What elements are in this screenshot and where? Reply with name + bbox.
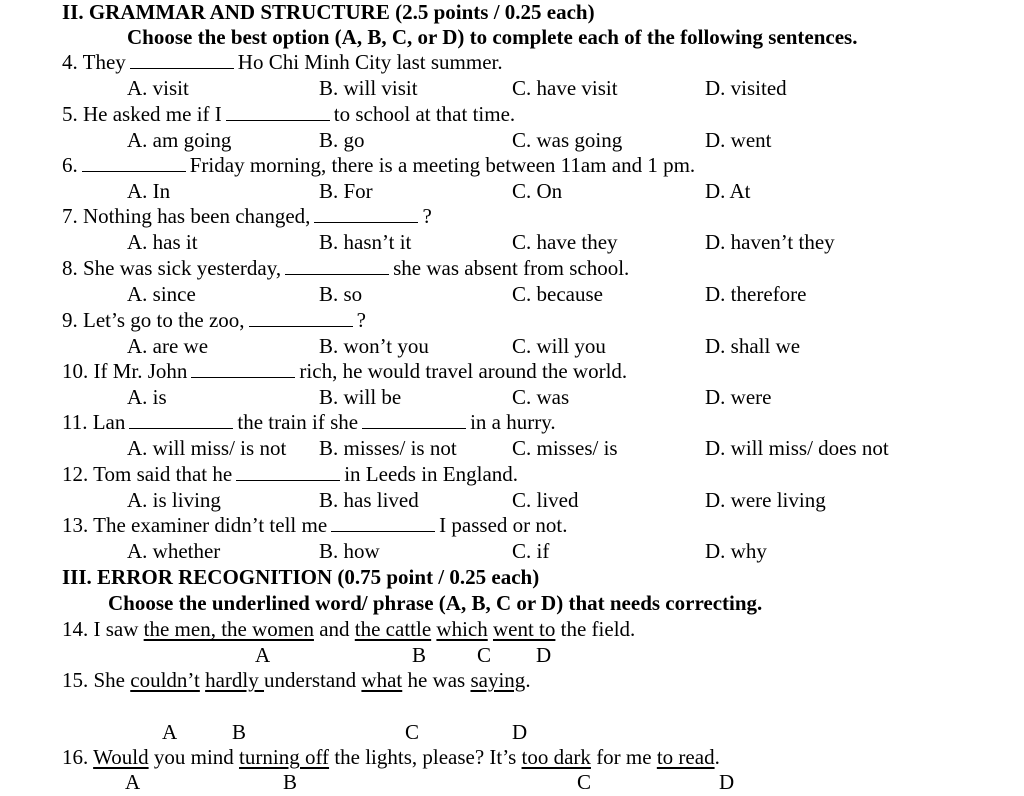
label-a: A xyxy=(125,770,141,794)
option-c[interactable]: C. will you xyxy=(512,334,606,358)
question-6: 6. Friday morning, there is a meeting between 11am and 1 pm. xyxy=(62,153,696,177)
option-d[interactable]: D. haven’t they xyxy=(705,230,835,254)
label-b: B xyxy=(412,643,427,667)
question-8: 8. She was sick yesterday, she was absent from school. xyxy=(62,256,630,280)
option-d[interactable]: D. visited xyxy=(705,76,787,100)
option-d[interactable]: D. were xyxy=(705,385,772,409)
answer-blank[interactable] xyxy=(236,464,340,481)
question-12: 12. Tom said that he in Leeds in England. xyxy=(62,462,519,486)
underlined-a[interactable]: Would xyxy=(93,745,149,769)
option-a[interactable]: A. is xyxy=(127,385,167,409)
underlined-a[interactable]: couldn’t xyxy=(130,668,200,692)
option-c[interactable]: C. if xyxy=(512,539,550,563)
underlined-b[interactable]: the cattle xyxy=(354,617,432,641)
option-d[interactable]: D. will miss/ does not xyxy=(705,436,889,460)
section3-instruction: Choose the underlined word/ phrase (A, B, C or D) that needs correcting. xyxy=(108,591,763,615)
underlined-b[interactable]: hardly xyxy=(205,668,265,692)
option-a[interactable]: A. since xyxy=(127,282,196,306)
label-d: D xyxy=(512,720,528,744)
option-d[interactable]: D. were living xyxy=(705,488,826,512)
option-b[interactable]: B. has lived xyxy=(319,488,419,512)
option-a[interactable]: A. will miss/ is not xyxy=(127,436,287,460)
option-c[interactable]: C. lived xyxy=(512,488,579,512)
option-c[interactable]: C. have they xyxy=(512,230,618,254)
underlined-c[interactable]: which xyxy=(436,617,488,641)
question-5: 5. He asked me if I to school at that time. xyxy=(62,102,516,126)
question-4: 4. They Ho Chi Minh City last summer. xyxy=(62,50,503,74)
option-b[interactable]: B. so xyxy=(319,282,363,306)
answer-blank[interactable] xyxy=(314,206,418,223)
option-c[interactable]: C. On xyxy=(512,179,563,203)
option-d[interactable]: D. therefore xyxy=(705,282,807,306)
underlined-d[interactable]: to read xyxy=(656,745,715,769)
option-a[interactable]: A. whether xyxy=(127,539,221,563)
underlined-d[interactable]: went to xyxy=(492,617,556,641)
underlined-c[interactable]: too dark xyxy=(521,745,591,769)
label-d: D xyxy=(536,643,552,667)
underlined-c[interactable]: what xyxy=(361,668,403,692)
option-d[interactable]: D. At xyxy=(705,179,751,203)
label-c: C xyxy=(405,720,420,744)
question-14: 14. I saw the men, the women and the cattle which went to the field. xyxy=(62,617,636,641)
question-15: 15. She couldn’t hardly understand what he was saying. xyxy=(62,668,531,692)
question-16: 16. Would you mind turning off the lights, please? It’s too dark for me to read. xyxy=(62,745,720,769)
underlined-b[interactable]: turning off xyxy=(239,745,330,769)
option-c[interactable]: C. was going xyxy=(512,128,623,152)
answer-blank[interactable] xyxy=(285,258,389,275)
option-b[interactable]: B. how xyxy=(319,539,380,563)
label-c: C xyxy=(577,770,592,794)
answer-blank[interactable] xyxy=(249,310,353,327)
question-13: 13. The examiner didn’t tell me I passed or not. xyxy=(62,513,568,537)
answer-blank[interactable] xyxy=(82,155,186,172)
underlined-d[interactable]: saying xyxy=(470,668,526,692)
section3-heading: III. ERROR RECOGNITION (0.75 point / 0.25 each) xyxy=(62,565,540,589)
option-b[interactable]: B. won’t you xyxy=(319,334,429,358)
answer-blank[interactable] xyxy=(331,515,435,532)
option-a[interactable]: A. has it xyxy=(127,230,198,254)
option-b[interactable]: B. hasn’t it xyxy=(319,230,412,254)
answer-blank[interactable] xyxy=(191,361,295,378)
question-9: 9. Let’s go to the zoo, ? xyxy=(62,308,366,332)
underlined-a[interactable]: the men, the women xyxy=(143,617,314,641)
label-c: C xyxy=(477,643,492,667)
answer-blank[interactable] xyxy=(129,412,233,429)
label-a: A xyxy=(162,720,178,744)
option-d[interactable]: D. why xyxy=(705,539,767,563)
option-a[interactable]: A. visit xyxy=(127,76,189,100)
option-b[interactable]: B. will be xyxy=(319,385,402,409)
section2-heading: II. GRAMMAR AND STRUCTURE (2.5 points / 0.25 each) xyxy=(62,0,595,24)
section2-instruction: Choose the best option (A, B, C, or D) to complete each of the following sentences. xyxy=(127,25,858,49)
answer-blank[interactable] xyxy=(130,52,234,69)
label-d: D xyxy=(719,770,735,794)
label-b: B xyxy=(232,720,247,744)
answer-blank[interactable] xyxy=(226,104,330,121)
option-c[interactable]: C. misses/ is xyxy=(512,436,618,460)
question-7: 7. Nothing has been changed, ? xyxy=(62,204,432,228)
option-c[interactable]: C. was xyxy=(512,385,570,409)
option-c[interactable]: C. because xyxy=(512,282,603,306)
label-a: A xyxy=(255,643,271,667)
option-d[interactable]: D. shall we xyxy=(705,334,801,358)
option-c[interactable]: C. have visit xyxy=(512,76,618,100)
option-b[interactable]: B. go xyxy=(319,128,365,152)
option-a[interactable]: A. are we xyxy=(127,334,209,358)
option-b[interactable]: B. will visit xyxy=(319,76,418,100)
option-b[interactable]: B. For xyxy=(319,179,373,203)
option-d[interactable]: D. went xyxy=(705,128,772,152)
question-11: 11. Lan the train if she in a hurry. xyxy=(62,410,556,434)
label-b: B xyxy=(283,770,298,794)
option-b[interactable]: B. misses/ is not xyxy=(319,436,457,460)
answer-blank[interactable] xyxy=(362,412,466,429)
question-10: 10. If Mr. John rich, he would travel around the world. xyxy=(62,359,628,383)
option-a[interactable]: A. am going xyxy=(127,128,232,152)
option-a[interactable]: A. In xyxy=(127,179,171,203)
option-a[interactable]: A. is living xyxy=(127,488,221,512)
